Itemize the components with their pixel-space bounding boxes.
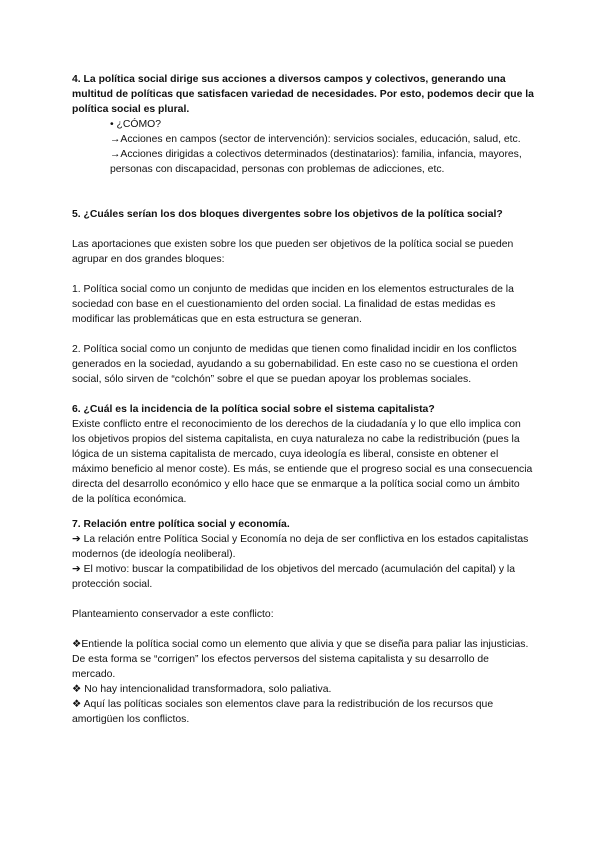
section-7-subheading: Planteamiento conservador a este conflicto:	[72, 609, 274, 620]
section-4-item: →Acciones dirigidas a colectivos determinados (destinatarios): familia, infancia, mayores, personas con discapacidad, personas con problemas de adicciones, etc.	[110, 149, 522, 175]
section-7-diamond-item: ❖Entiende la política social como un elemento que alivia y que se diseña para paliar las injusticias. De esta forma se “corrigen” los efectos perversos del sistema capitalista y su desarrollo de mercado.	[72, 639, 529, 680]
section-4-heading: 4. La política social dirige sus acciones a diversos campos y colectivos, generando una multitud de políticas que satisfacen variedad de necesidades. Por esto, podemos decir que la política social es plural.	[72, 74, 534, 115]
section-6-heading: 6. ¿Cuál es la incidencia de la política social sobre el sistema capitalista?	[72, 404, 435, 415]
section-7-arrow-item: ➔ El motivo: buscar la compatibilidad de los objetivos del mercado (acumulación del capital) y la protección social.	[72, 564, 516, 590]
section-7-heading: 7. Relación entre política social y economía.	[72, 519, 290, 530]
section-5-intro: Las aportaciones que existen sobre los que pueden ser objetivos de la política social se pueden agrupar en dos grandes bloques:	[72, 239, 514, 265]
section-7-arrow-item: ➔ La relación entre Política Social y Economía no deja de ser conflictiva en los estados capitalistas modernos (de ideología neoliberal).	[72, 534, 529, 560]
section-4-list	[72, 117, 534, 177]
section-5-paragraph: 2. Política social como un conjunto de medidas que tienen como finalidad incidir en los conflictos generados en la sociedad, ayudando a su gobernabilidad. En este caso no se cuestiona el orden social, sólo sirven de “colchón” sobre el que se puedan apoyar los problemas sociales.	[72, 344, 518, 385]
document-page	[72, 72, 534, 727]
section-6-body: Existe conflicto entre el reconocimiento de los derechos de la ciudadanía y lo que ello implica con los objetivos propios del sistema capitalista, en cuya naturaleza no cabe la redistribución (pues la lógica de un sistema capitalista de mercado, cuya ideología es liberal, consiste en obtener el máximo beneficio al menor coste). Es más, se entiende que el progreso social es una consecuencia directa del desarrollo económico y ello hace que se enmarque a la política social como un ámbito de la política económica.	[72, 419, 533, 505]
section-4-item: →Acciones en campos (sector de intervención): servicios sociales, educación, salud, etc.	[110, 134, 521, 145]
section-5-heading: 5. ¿Cuáles serían los dos bloques divergentes sobre los objetivos de la política social?	[72, 209, 503, 220]
section-4-bullet: • ¿CÓMO?	[110, 119, 161, 130]
section-7-diamond-item: ❖ No hay intencionalidad transformadora, solo paliativa.	[72, 684, 332, 695]
section-5-paragraph: 1. Política social como un conjunto de medidas que inciden en los elementos estructurales de la sociedad con base en el cuestionamiento del orden social. La finalidad de estas medidas es modificar las problemáticas que en esta estructura se generan.	[72, 284, 514, 325]
section-7-diamond-item: ❖ Aquí las políticas sociales son elementos clave para la redistribución de los recursos que amortigüen los conflictos.	[72, 699, 494, 725]
